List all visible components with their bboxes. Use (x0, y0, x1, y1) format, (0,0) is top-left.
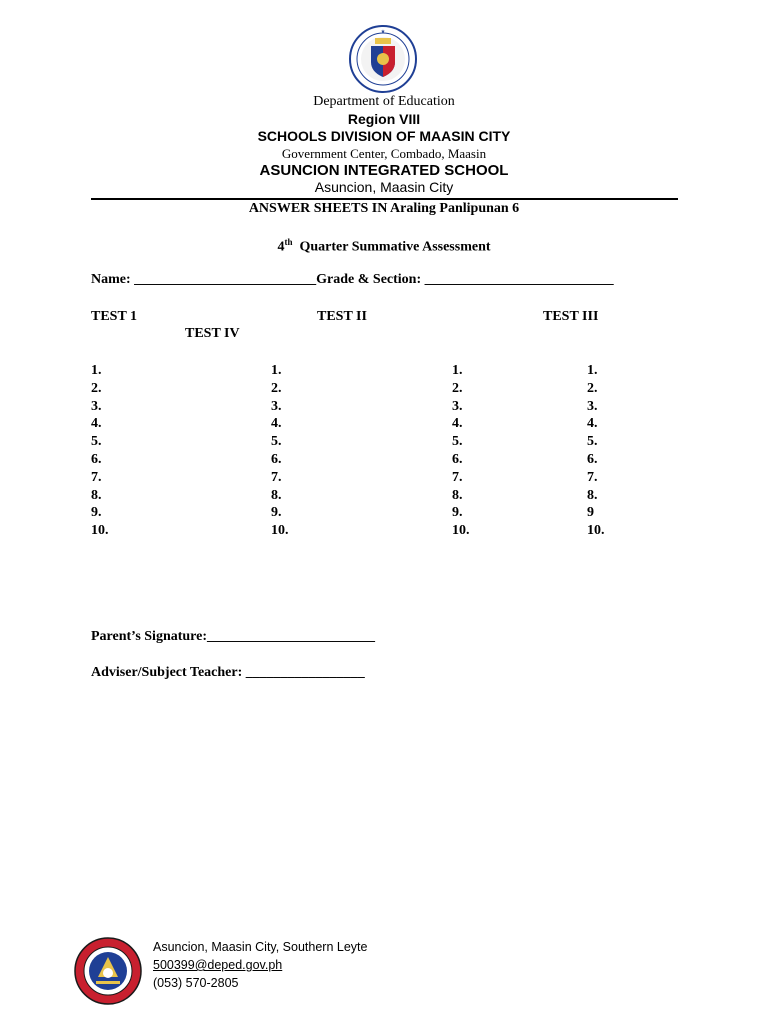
answer-item: 7. (91, 469, 102, 485)
answer-item: 6. (271, 451, 282, 467)
answer-item: 1. (452, 363, 463, 378)
name-grade-section-line: Name: __________________________Grade & Section: ___________________________ (91, 272, 614, 287)
answer-item: 2. (587, 380, 598, 396)
answer-item: 7. (271, 469, 282, 485)
answer-item: 1. (271, 363, 282, 378)
footer-email-link[interactable]: 500399@deped.gov.ph (153, 958, 283, 972)
quarter-heading (0, 237, 768, 256)
document-title: ANSWER SHEETS IN Araling Panlipunan 6 (248, 201, 520, 216)
answer-item: 2. (271, 380, 282, 396)
adviser-signature-line: Adviser/Subject Teacher: _________________ (91, 665, 365, 680)
government-center: Government Center, Combado, Maasin (281, 146, 487, 161)
quarter-number: 4 (277, 239, 285, 255)
answer-item: 7. (587, 469, 598, 485)
answer-item: 10. (452, 523, 470, 539)
answer-item: 4. (271, 416, 282, 432)
answer-column-4 (587, 362, 605, 540)
answer-item: 10. (587, 523, 605, 539)
answer-item: 4. (587, 416, 598, 432)
answer-item: 5. (587, 434, 598, 450)
test-4-heading: TEST IV (185, 326, 240, 341)
school-address: Asuncion, Maasin City (314, 179, 454, 195)
parent-signature-line: Parent’s Signature:________________________ (91, 629, 376, 644)
header-divider (91, 198, 678, 200)
school-seal-logo (74, 937, 142, 1005)
school-name: ASUNCION INTEGRATED SCHOOL (259, 162, 509, 179)
answer-item: 6. (587, 451, 598, 467)
answer-column-1 (91, 362, 109, 540)
answer-item: 9 (587, 505, 594, 521)
division-name: SCHOOLS DIVISION OF MAASIN CITY (257, 128, 511, 144)
answer-item: 3. (587, 398, 598, 414)
answer-item: 9. (452, 505, 463, 521)
test-1-heading: TEST 1 (91, 309, 138, 324)
answer-item: 3. (91, 398, 102, 414)
answer-item: 4. (91, 416, 102, 432)
test-3-heading: TEST III (543, 309, 599, 324)
answer-item: 8. (271, 487, 282, 503)
quarter-suffix: th (284, 237, 293, 247)
answer-item: 10. (91, 523, 109, 539)
answer-item: 3. (452, 398, 463, 414)
footer-address: Asuncion, Maasin City, Southern Leyte (153, 940, 368, 954)
answer-item: 5. (271, 434, 282, 450)
answer-item: 2. (452, 380, 463, 396)
answer-item: 1. (587, 363, 598, 378)
svg-text:★: ★ (380, 29, 386, 35)
answer-item: 10. (271, 523, 289, 539)
footer-phone: (053) 570-2805 (153, 976, 239, 990)
quarter-text: Quarter Summative Assessment (299, 239, 491, 255)
region-name: Region VIII (347, 111, 421, 127)
test-2-heading: TEST II (317, 309, 367, 324)
answer-item: 8. (452, 487, 463, 503)
answer-item: 8. (91, 487, 102, 503)
answer-column-2 (271, 362, 289, 540)
answer-item: 7. (452, 469, 463, 485)
answer-item: 8. (587, 487, 598, 503)
answer-item: 6. (452, 451, 463, 467)
answer-item: 3. (271, 398, 282, 414)
answer-item: 9. (91, 505, 102, 521)
answer-item: 2. (91, 380, 102, 396)
answer-item: 1. (91, 363, 102, 378)
answer-item: 5. (91, 434, 102, 450)
answer-item: 9. (271, 505, 282, 521)
answer-item: 5. (452, 434, 463, 450)
answer-column-3 (452, 362, 470, 540)
answer-item: 4. (452, 416, 463, 432)
answer-item: 6. (91, 451, 102, 467)
department-name: Department of Education (313, 94, 455, 109)
deped-seal-logo (348, 24, 418, 94)
